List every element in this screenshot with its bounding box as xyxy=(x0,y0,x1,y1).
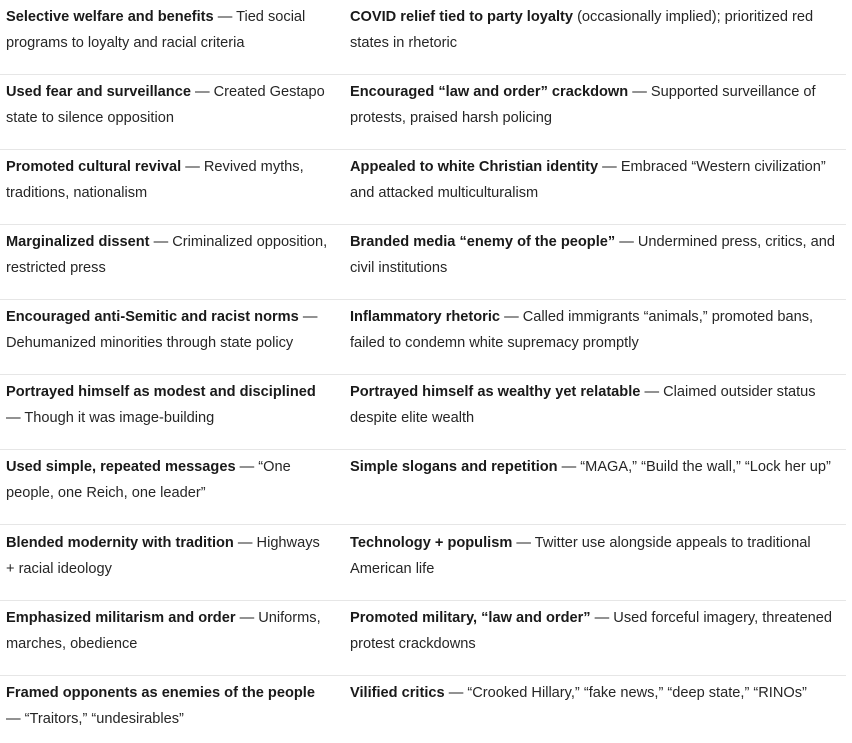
cell-heading: Simple slogans and repetition xyxy=(350,459,558,475)
cell-heading: Technology + populism xyxy=(350,535,513,551)
cell-heading: Blended modernity with tradition xyxy=(6,535,234,551)
right-cell xyxy=(350,530,846,582)
cell-description: — “MAGA,” “Build the wall,” “Lock her up” xyxy=(557,459,831,475)
right-cell xyxy=(350,304,846,356)
table-row xyxy=(0,526,846,601)
left-cell xyxy=(6,454,328,506)
left-cell xyxy=(6,229,328,281)
right-cell xyxy=(350,154,846,206)
cell-heading: Used simple, repeated messages xyxy=(6,459,236,475)
cell-heading: COVID relief tied to party loyalty xyxy=(350,9,574,25)
cell-description: — Created Gestapo state to silence opposition xyxy=(6,84,325,126)
cell-heading: Encouraged “law and order” crackdown xyxy=(350,84,629,100)
cell-description: — Tied social programs to loyalty and racial criteria xyxy=(6,9,306,51)
right-cell xyxy=(350,454,846,480)
left-cell xyxy=(6,79,328,131)
cell-description: — Highways + racial ideology xyxy=(6,535,320,577)
cell-description: — “Crooked Hillary,” “fake news,” “deep state,” “RINOs” xyxy=(444,685,807,701)
right-cell xyxy=(350,4,846,56)
left-cell xyxy=(6,4,328,56)
cell-heading: Portrayed himself as modest and disciplined xyxy=(6,384,316,400)
left-cell xyxy=(6,154,328,206)
cell-description: — Undermined press, critics, and civil institutions xyxy=(350,234,835,276)
table-row xyxy=(0,225,846,300)
table-row xyxy=(0,601,846,676)
table-row xyxy=(0,0,846,75)
right-cell xyxy=(350,229,846,281)
cell-heading: Portrayed himself as wealthy yet relatable xyxy=(350,384,641,400)
cell-heading: Encouraged anti-Semitic and racist norms xyxy=(6,309,299,325)
cell-description: — Called immigrants “animals,” promoted bans, failed to condemn white supremacy promptly xyxy=(350,309,814,351)
cell-heading: Selective welfare and benefits xyxy=(6,9,214,25)
table-row xyxy=(0,375,846,450)
right-cell xyxy=(350,79,846,131)
cell-description: — Claimed outsider status despite elite wealth xyxy=(350,384,816,426)
cell-heading: Marginalized dissent xyxy=(6,234,150,250)
left-cell xyxy=(6,530,328,582)
cell-heading: Branded media “enemy of the people” xyxy=(350,234,616,250)
table-row xyxy=(0,75,846,150)
left-cell xyxy=(6,680,328,732)
left-cell xyxy=(6,304,328,356)
cell-heading: Appealed to white Christian identity xyxy=(350,159,599,175)
cell-heading: Inflammatory rhetoric xyxy=(350,309,501,325)
cell-description: — Uniforms, marches, obedience xyxy=(6,610,321,652)
table-row xyxy=(0,450,846,525)
table-row xyxy=(0,676,846,743)
cell-heading: Promoted cultural revival xyxy=(6,159,182,175)
cell-description: (occasionally implied); prioritized red states in rhetoric xyxy=(350,9,814,51)
table-row xyxy=(0,300,846,375)
cell-heading: Emphasized militarism and order xyxy=(6,610,236,626)
left-cell xyxy=(6,605,328,657)
table-row xyxy=(0,150,846,225)
cell-description: — Supported surveillance of protests, praised harsh policing xyxy=(350,84,816,126)
cell-description: — Criminalized opposition, restricted press xyxy=(6,234,328,276)
cell-description: — “Traitors,” “undesirables” xyxy=(6,711,184,727)
cell-heading: Vilified critics xyxy=(350,685,445,701)
cell-heading: Promoted military, “law and order” xyxy=(350,610,591,626)
cell-description: — “One people, one Reich, one leader” xyxy=(6,459,291,501)
right-cell xyxy=(350,680,846,706)
cell-description: — Revived myths, traditions, nationalism xyxy=(6,159,304,201)
right-cell xyxy=(350,379,846,431)
cell-description: — Dehumanized minorities through state policy xyxy=(6,309,318,351)
cell-description: — Though it was image-building xyxy=(6,410,215,426)
cell-description: — Twitter use alongside appeals to traditional American life xyxy=(350,535,811,577)
right-cell xyxy=(350,605,846,657)
cell-description: — Used forceful imagery, threatened protest crackdowns xyxy=(350,610,833,652)
cell-heading: Used fear and surveillance xyxy=(6,84,191,100)
cell-heading: Framed opponents as enemies of the people xyxy=(6,685,315,701)
left-cell xyxy=(6,379,328,431)
cell-description: — Embraced “Western civilization” and attacked multiculturalism xyxy=(350,159,826,201)
